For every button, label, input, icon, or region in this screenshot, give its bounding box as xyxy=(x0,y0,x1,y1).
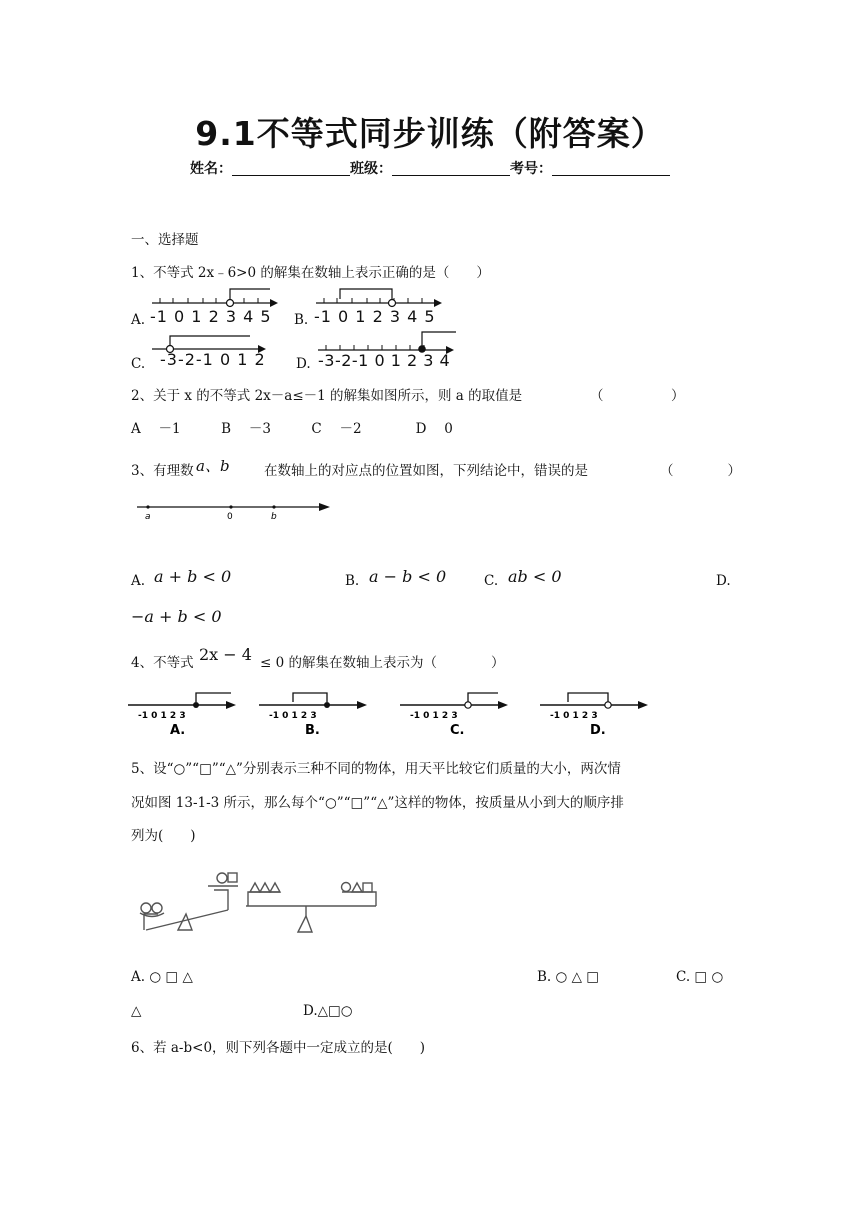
question-3-paren: （ ） xyxy=(660,463,741,479)
question-5-line-3: 列为( ) xyxy=(131,828,196,844)
question-2-stem: 2、关于 x 的不等式 2x－a≤－1 的解集如图所示，则 a 的取值是 xyxy=(131,388,523,404)
q3-option-b-label: B. xyxy=(345,573,360,589)
question-6-stem: 6、若 a-b<0，则下列各题中一定成立的是( ) xyxy=(131,1040,426,1056)
q1-option-b-ticks: -1 0 1 2 3 4 5 xyxy=(314,307,436,326)
question-1-stem: 1、不等式 2x﹣6>0 的解集在数轴上表示正确的是（ ） xyxy=(131,265,490,281)
q1-option-a-label: A. xyxy=(131,312,146,328)
q3-numberline xyxy=(135,496,340,522)
class-label: 班级： xyxy=(350,161,392,177)
q3-option-d-label: D. xyxy=(716,573,731,589)
section-heading: 一、选择题 xyxy=(131,232,199,248)
q4-c-label: C. xyxy=(450,723,465,738)
question-4-stem-post: ≤ 0 的解集在数轴上表示为（ ） xyxy=(260,655,505,671)
name-label: 姓名： xyxy=(190,161,232,177)
q3-label-0: 0 xyxy=(227,512,233,522)
q4-b-ticks: -1 0 1 2 3 xyxy=(269,711,317,721)
question-2-paren: （ ） xyxy=(590,388,685,404)
q1-option-c-ticks: -3-2-1 0 1 2 xyxy=(160,350,266,369)
q5-balance-figure xyxy=(130,862,380,940)
class-blank xyxy=(392,161,510,176)
q4-option-c-numberline xyxy=(398,690,514,738)
q4-c-ticks: -1 0 1 2 3 xyxy=(410,711,458,721)
q3-option-a-label: A. xyxy=(131,573,146,589)
q4-d-label: D. xyxy=(590,723,606,738)
question-5-line-2: 况如图 13-1-3 所示，那么每个“○”“□”“△”这样的物体，按质量从小到大的顺序排 xyxy=(131,795,624,811)
question-5-line-1: 5、设“○”“□”“△”分别表示三种不同的物体，用天平比较它们质量的大小，两次情 xyxy=(131,761,621,777)
q3-label-a: a xyxy=(145,512,151,522)
q5-option-b: B. ○ △ □ xyxy=(537,969,600,985)
q1-option-b-label: B. xyxy=(294,312,309,328)
page-title: 9.1不等式同步训练（附答案） xyxy=(195,114,665,153)
question-3-stem-post: 在数轴上的对应点的位置如图，下列结论中，错误的是 xyxy=(264,463,588,479)
q4-b-label: B. xyxy=(305,723,320,738)
q4-a-label: A. xyxy=(170,723,186,738)
number-label: 考号： xyxy=(510,161,552,177)
number-blank xyxy=(552,161,670,176)
q3-option-b: a − b < 0 xyxy=(369,567,447,586)
question-4-stem-pre: 4、不等式 xyxy=(131,655,194,671)
q4-a-ticks: -1 0 1 2 3 xyxy=(138,711,186,721)
q4-option-b-numberline xyxy=(257,690,373,738)
q1-option-a-ticks: -1 0 1 2 3 4 5 xyxy=(150,307,272,326)
question-2-options: A －1 B －3 C －2 D 0 xyxy=(131,421,453,437)
q4-option-d-numberline xyxy=(538,690,654,738)
q5-option-a: A. ○ □ △ xyxy=(131,969,193,985)
q4-d-ticks: -1 0 1 2 3 xyxy=(550,711,598,721)
q5-option-c: C. □ ○ xyxy=(676,969,724,985)
q3-option-d: −a + b < 0 xyxy=(131,607,222,626)
question-3-stem-pre: 3、有理数 xyxy=(131,463,194,479)
question-3-vars: a、b xyxy=(196,457,230,475)
q5-option-c-continued: △ xyxy=(131,1003,142,1019)
q3-option-c: ab < 0 xyxy=(508,567,562,586)
question-4-expr: 2x − 4 xyxy=(199,645,252,664)
q1-option-d-ticks: -3-2-1 0 1 2 3 4 xyxy=(318,351,451,370)
q1-option-d-label: D. xyxy=(296,356,311,372)
student-info-line xyxy=(190,158,670,178)
q3-option-a: a + b < 0 xyxy=(154,567,232,586)
q3-label-b: b xyxy=(271,512,277,522)
q3-option-c-label: C. xyxy=(484,573,499,589)
name-blank xyxy=(232,161,350,176)
q5-option-d: D.△□○ xyxy=(303,1003,353,1019)
q4-option-a-numberline xyxy=(126,690,242,738)
q1-option-c-label: C. xyxy=(131,356,146,372)
